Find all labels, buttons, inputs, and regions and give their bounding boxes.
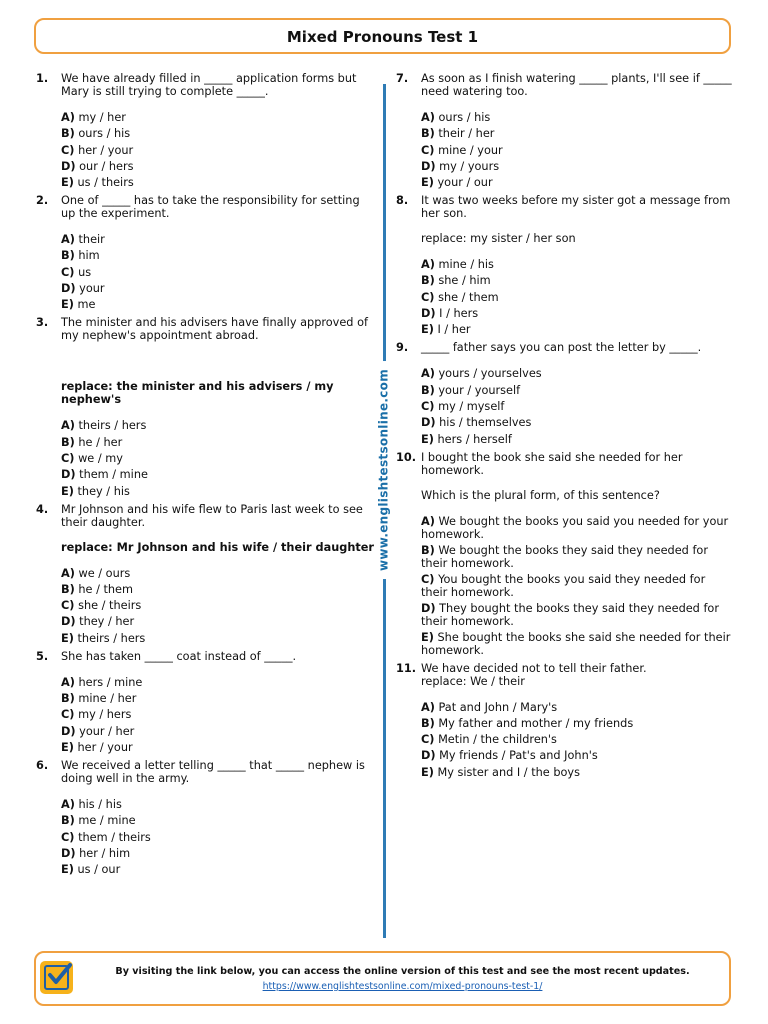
option-b[interactable]: B) he / them (61, 582, 134, 596)
option-c[interactable]: C) You bought the books you said they needed for their homework. (421, 572, 706, 599)
question-6 (36, 759, 376, 876)
option-e[interactable]: E) your / our (421, 176, 493, 190)
question-1 (36, 72, 376, 189)
question-number: 10. (396, 450, 417, 464)
question-text: As soon as I finish watering _____ plants, I'll see if _____ need watering too. (421, 72, 732, 98)
option-a[interactable]: A) Pat and John / Mary's (421, 700, 558, 714)
question-number: 1. (36, 72, 49, 85)
option-c[interactable]: C) Metin / the children's (421, 733, 557, 747)
question-5 (36, 650, 376, 754)
question-number: 7. (396, 72, 409, 85)
option-d[interactable]: D) your / her (61, 724, 135, 738)
question-number: 2. (36, 194, 49, 208)
option-e[interactable]: E) She bought the books she said she needed for their homework. (421, 630, 731, 657)
question-note: Which is the plural form, of this sentence? (421, 488, 660, 502)
option-d[interactable]: D) them / mine (61, 468, 148, 482)
footer (34, 951, 731, 1006)
option-a[interactable]: A) hers / mine (61, 675, 143, 689)
option-c[interactable]: C) mine / your (421, 143, 503, 157)
question-3 (36, 316, 376, 497)
option-e[interactable]: E) me (61, 298, 96, 312)
option-a[interactable]: A) his / his (61, 797, 122, 811)
option-b[interactable]: B) My father and mother / my friends (421, 716, 634, 730)
question-text: The minister and his advisers have finally approved of my nephew's appointment abroad. (61, 316, 368, 343)
question-number: 9. (396, 341, 409, 355)
option-d[interactable]: D) our / hers (61, 159, 134, 173)
option-a[interactable]: A) their (61, 233, 105, 247)
question-text: We have decided not to tell their father. replace: We / their (421, 661, 647, 688)
option-e[interactable]: E) us / theirs (61, 176, 134, 190)
option-b[interactable]: B) ours / his (61, 127, 131, 141)
option-e[interactable]: E) My sister and I / the boys (421, 765, 580, 779)
option-b[interactable]: B) We bought the books they said they needed for their homework. (421, 543, 708, 570)
question-number: 4. (36, 502, 49, 516)
footer-text: By visiting the link below, you can access the online version of this test and see the most recent updates. (115, 966, 690, 977)
option-b[interactable]: B) she / him (421, 274, 491, 288)
option-b[interactable]: B) him (61, 249, 100, 263)
question-text: She has taken _____ coat instead of _____. (61, 649, 297, 663)
question-text: We received a letter telling _____ that _____ nephew is doing well in the army. (61, 758, 365, 785)
question-number: 5. (36, 649, 49, 663)
checkbox-icon (40, 961, 73, 994)
question-number: 3. (36, 316, 49, 330)
question-note: replace: my sister / her son (421, 232, 576, 246)
option-e[interactable]: E) us / our (61, 863, 121, 877)
option-b[interactable]: B) he / her (61, 435, 123, 449)
option-a[interactable]: A) We bought the books you said you needed for your homework. (421, 514, 729, 541)
question-10 (396, 451, 732, 657)
footer-link[interactable]: https://www.englishtestsonline.com/mixed-pronouns-test-1/ (262, 981, 543, 992)
option-b[interactable]: B) mine / her (61, 692, 137, 706)
question-text: We have already filled in _____ application forms but Mary is still trying to complete _____. (61, 72, 357, 98)
question-number: 8. (396, 194, 409, 208)
question-text: _____ father says you can post the letter by _____. (421, 341, 702, 355)
option-c[interactable]: C) she / them (421, 290, 499, 304)
question-text: It was two weeks before my sister got a message from her son. (421, 194, 731, 221)
option-d[interactable]: D) his / themselves (421, 416, 532, 430)
option-c[interactable]: C) she / theirs (61, 599, 142, 613)
question-text: Mr Johnson and his wife flew to Paris last week to see their daughter. (61, 502, 363, 529)
question-number: 11. (396, 661, 417, 675)
question-note: replace: Mr Johnson and his wife / their daughter (61, 540, 375, 554)
option-d[interactable]: D) They bought the books they said they needed for their homework. (421, 601, 719, 628)
question-9 (396, 341, 732, 445)
page-title: Mixed Pronouns Test 1 (34, 18, 731, 54)
option-c[interactable]: C) them / theirs (61, 830, 151, 844)
option-e[interactable]: E) they / his (61, 484, 130, 498)
option-c[interactable]: C) we / my (61, 451, 123, 465)
option-a[interactable]: A) ours / his (421, 111, 491, 124)
watermark: www.englishtestsonline.com (378, 361, 391, 579)
option-a[interactable]: A) yours / yourselves (421, 367, 542, 381)
option-a[interactable]: A) mine / his (421, 258, 494, 272)
option-e[interactable]: E) I / her (421, 323, 471, 337)
right-column (396, 72, 732, 784)
option-a[interactable]: A) theirs / hers (61, 419, 147, 433)
option-e[interactable]: E) theirs / hers (61, 631, 146, 645)
option-b[interactable]: B) your / yourself (421, 383, 521, 397)
option-e[interactable]: E) hers / herself (421, 432, 512, 446)
question-text: One of _____ has to take the responsibility for setting up the experiment. (61, 194, 360, 221)
question-11 (396, 662, 732, 779)
option-b[interactable]: B) their / her (421, 127, 495, 141)
option-c[interactable]: C) my / myself (421, 399, 505, 413)
option-d[interactable]: D) her / him (61, 846, 131, 860)
option-a[interactable]: A) my / her (61, 111, 126, 124)
option-c[interactable]: C) us (61, 265, 92, 279)
question-text: I bought the book she said she needed for her homework. (421, 450, 683, 477)
left-column (36, 72, 376, 881)
question-number: 6. (36, 758, 49, 772)
option-d[interactable]: D) your (61, 282, 105, 296)
option-c[interactable]: C) her / your (61, 143, 134, 157)
question-7 (396, 72, 732, 189)
question-note: replace: the minister and his advisers / my nephew's (61, 380, 334, 407)
option-d[interactable]: D) they / her (61, 615, 135, 629)
option-c[interactable]: C) my / hers (61, 708, 132, 722)
question-8 (396, 194, 732, 336)
option-d[interactable]: D) I / hers (421, 307, 479, 321)
option-b[interactable]: B) me / mine (61, 814, 136, 828)
option-d[interactable]: D) My friends / Pat's and John's (421, 749, 598, 763)
option-e[interactable]: E) her / your (61, 740, 133, 754)
question-2 (36, 194, 376, 311)
option-a[interactable]: A) we / ours (61, 566, 131, 580)
question-4 (36, 503, 376, 645)
option-d[interactable]: D) my / yours (421, 159, 500, 173)
